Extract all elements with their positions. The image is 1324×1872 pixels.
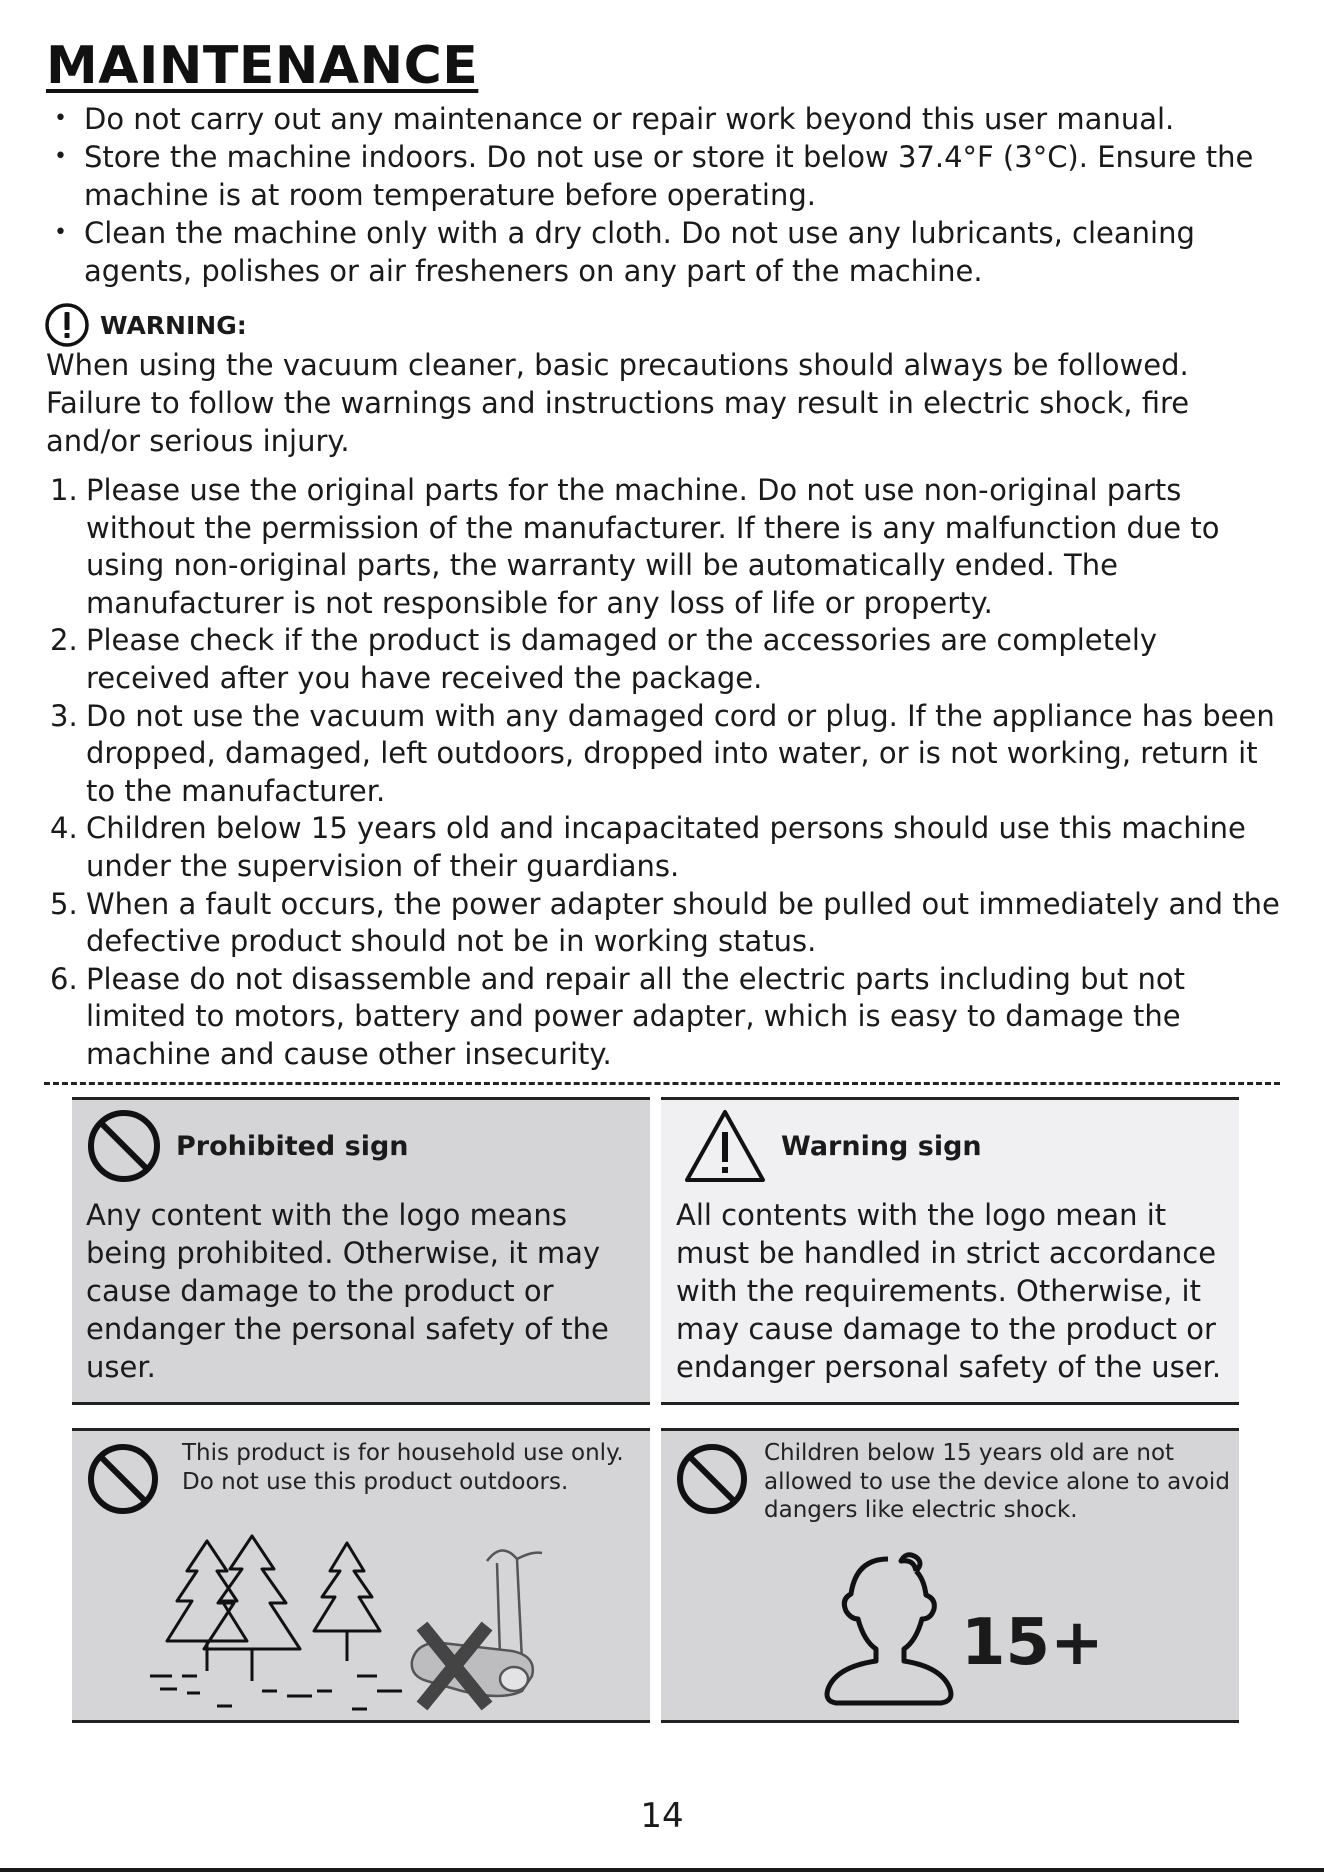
- item-number: 6.: [50, 961, 78, 996]
- warning-sign-title: Warning sign: [781, 1130, 982, 1162]
- children-warning-text: Children below 15 years old are not allowed to use the device alone to avoid dangers like electric shock.: [764, 1440, 1230, 1523]
- warning-sign-text: All contents with the logo mean it must be handled in strict accordance with the requirements. Otherwise, it may cause damage to the product or endanger personal safety of the user.: [676, 1198, 1222, 1384]
- age-limit-label: 15+: [961, 1606, 1104, 1680]
- list-item: [46, 622, 1286, 697]
- maintenance-bullets: [46, 100, 1286, 290]
- child-silhouette-icon: [816, 1549, 961, 1709]
- list-item: [46, 698, 1286, 811]
- household-use-box: [72, 1428, 650, 1723]
- warning-sign-heading: [683, 1108, 982, 1184]
- prohibited-sign-title: Prohibited sign: [176, 1130, 409, 1162]
- outdoor-trees-illustration: [142, 1531, 642, 1721]
- prohibited-sign-text: Any content with the logo means being prohibited. Otherwise, it may cause damage to the product or endanger the personal safety of the user.: [86, 1198, 609, 1384]
- page-title: MAINTENANCE: [46, 36, 479, 96]
- list-item: [46, 961, 1286, 1074]
- item-number: 2.: [50, 623, 78, 658]
- exclamation-circle-icon: [44, 302, 90, 348]
- item-number: 3.: [50, 698, 78, 733]
- prohibited-sign-box: [72, 1097, 650, 1405]
- item-text: Children below 15 years old and incapacitated persons should use this machine under the supervision of their guardians.: [86, 811, 1246, 883]
- warning-triangle-icon: [683, 1108, 767, 1184]
- item-text: Please use the original parts for the machine. Do not use non-original parts without the permission of the manufacturer. If there is any malfunction due to using non-original parts, the warranty will be automatically ended. The manufacturer is not responsible for any loss of life or property.: [86, 473, 1220, 620]
- children-warning-box: [661, 1428, 1239, 1723]
- household-use-text: This product is for household use only. Do not use this product outdoors.: [182, 1440, 624, 1495]
- warning-heading: [44, 302, 247, 348]
- item-text: Do not use the vacuum with any damaged cord or plug. If the appliance has been dropped, damaged, left outdoors, dropped into water, or is not working, return it to the manufacturer.: [86, 698, 1275, 808]
- item-text: When a fault occurs, the power adapter should be pulled out immediately and the defective product should not be in working status.: [86, 886, 1280, 959]
- item-number: 4.: [50, 811, 78, 846]
- list-item: [46, 886, 1286, 961]
- item-text: Please check if the product is damaged or the accessories are completely received after you have received the package.: [86, 623, 1158, 695]
- prohibited-icon: [86, 1442, 160, 1516]
- warning-sign-box: [661, 1097, 1239, 1405]
- item-text: Please do not disassemble and repair all the electric parts including but not limited to motors, battery and power adapter, which is easy to damage the machine and cause other insecurity.: [86, 961, 1185, 1071]
- page-number: 14: [640, 1796, 684, 1836]
- maintenance-bullet: • Clean the machine only with a dry cloth. Do not use any lubricants, cleaning agents, polishes or air fresheners on any part of the machine.: [46, 214, 1286, 290]
- footer-line: [0, 1868, 1324, 1872]
- prohibited-icon: [675, 1442, 749, 1516]
- item-number: 1.: [50, 473, 78, 507]
- dashed-divider: [44, 1082, 1280, 1085]
- warning-list: [46, 472, 1286, 1074]
- warning-intro: When using the vacuum cleaner, basic precautions should always be followed. Failure to follow the warnings and instructions may result in electric shock, fire and/or serious injury.: [46, 348, 1190, 458]
- list-item: [46, 472, 1286, 622]
- item-number: 5.: [50, 886, 78, 921]
- list-item: [46, 810, 1286, 885]
- warning-heading-label: WARNING:: [100, 310, 247, 340]
- maintenance-bullet: • Do not carry out any maintenance or repair work beyond this user manual.: [46, 100, 1286, 138]
- prohibited-sign-heading: [86, 1108, 409, 1184]
- prohibited-icon: [86, 1108, 162, 1184]
- maintenance-bullet: • Store the machine indoors. Do not use or store it below 37.4°F (3°C). Ensure the machine is at room temperature before operating.: [46, 138, 1286, 214]
